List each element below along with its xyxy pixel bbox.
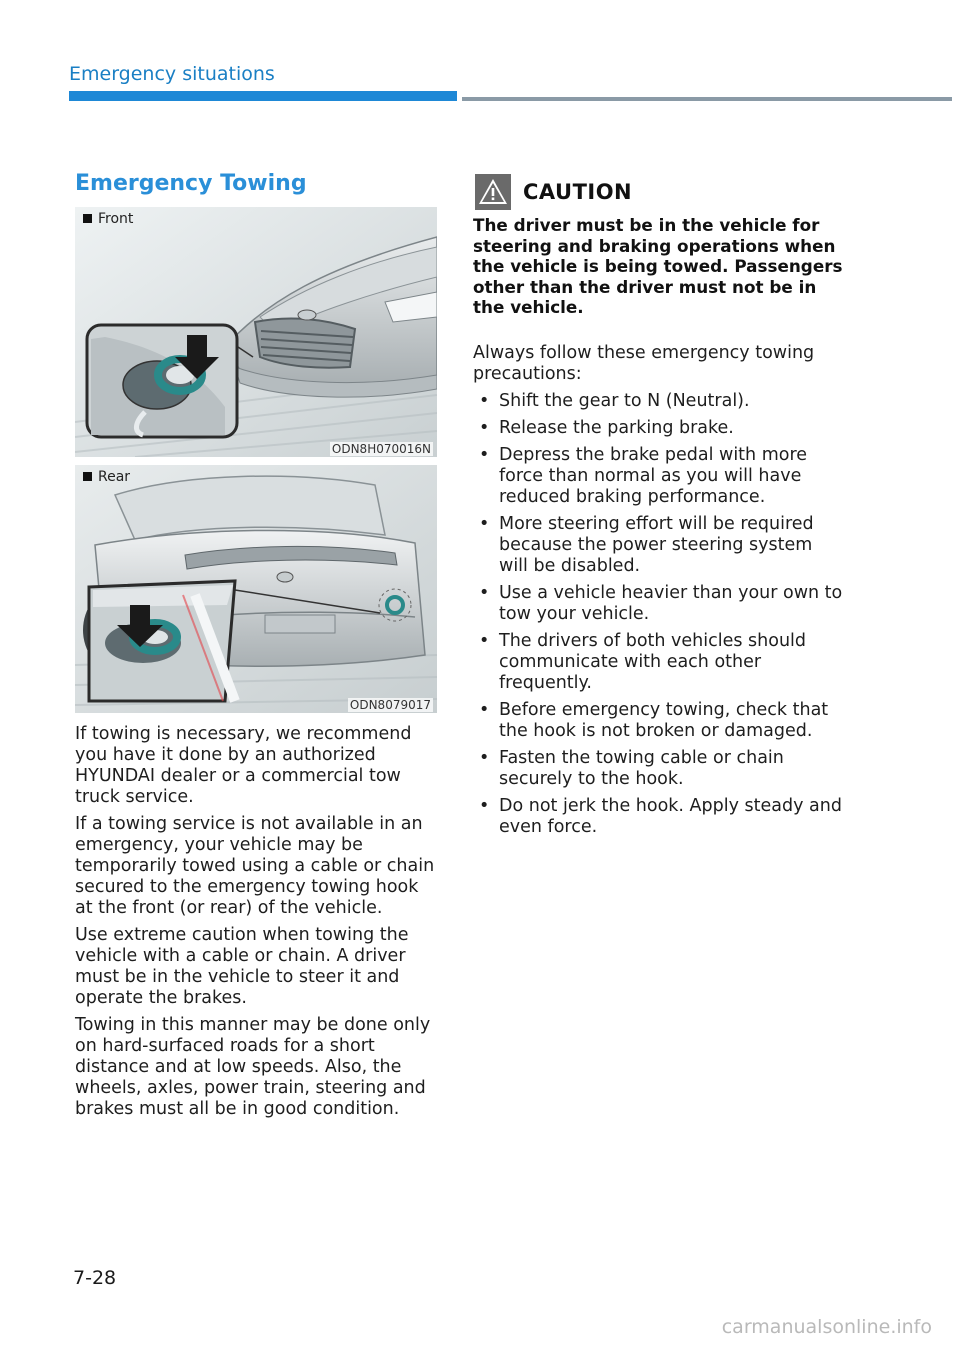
paragraph: If a towing service is not available in an emergency, your vehicle may be temporarily towed using a cable or chain secured to the emergency towing hook at the front (or rear) of the vehicle.	[75, 814, 435, 918]
front-car-illustration	[75, 207, 437, 457]
list-item: • Depress the brake pedal with more force than normal as you will have reduced braking performance.	[473, 445, 845, 508]
page-number: 7-28	[73, 1267, 117, 1289]
rear-towing-hook-figure	[75, 465, 437, 713]
list-item: • More steering effort will be required because the power steering system will be disabled.	[473, 514, 845, 577]
list-item: • Release the parking brake.	[473, 418, 845, 439]
list-item: • Shift the gear to N (Neutral).	[473, 391, 845, 412]
rear-figure-label	[83, 469, 130, 485]
list-item: • The drivers of both vehicles should communicate with each other frequently.	[473, 631, 845, 694]
running-header: Emergency situations	[69, 63, 275, 85]
rear-car-illustration	[75, 465, 437, 713]
header-rule-gray	[462, 97, 952, 101]
list-item: • Do not jerk the hook. Apply steady and even force.	[473, 796, 845, 838]
left-body-text	[75, 724, 440, 1126]
front-figure-label	[83, 211, 133, 227]
precautions-intro: Always follow these emergency towing precautions:	[473, 343, 815, 384]
watermark: carmanualsonline.info	[721, 1316, 932, 1338]
paragraph: Use extreme caution when towing the vehicle with a cable or chain. A driver must be in the vehicle to steer it and operate the brakes.	[75, 925, 409, 1008]
front-towing-hook-figure	[75, 207, 437, 457]
section-title: Emergency Towing	[75, 171, 307, 196]
paragraph: If towing is necessary, we recommend you have it done by an authorized HYUNDAI dealer or a commercial tow truck service.	[75, 724, 412, 807]
list-item: • Fasten the towing cable or chain securely to the hook.	[473, 748, 845, 790]
rear-label-text: Rear	[98, 469, 131, 485]
label-bullet-icon	[83, 214, 92, 223]
precautions-list	[473, 391, 845, 838]
front-figure-code: ODN8H070016N	[331, 442, 431, 456]
header-rule-accent	[69, 91, 457, 101]
warning-triangle-icon	[475, 174, 511, 210]
rear-figure-code: ODN8079017	[349, 698, 431, 712]
precautions-section	[473, 343, 845, 844]
front-label-text: Front	[98, 211, 134, 227]
list-item: • Before emergency towing, check that the hook is not broken or damaged.	[473, 700, 845, 742]
paragraph: Towing in this manner may be done only on hard-surfaced roads for a short distance and at low speeds. Also, the wheels, axles, power train, steering and brakes must all be in good condition.	[75, 1015, 431, 1119]
label-bullet-icon	[83, 472, 92, 481]
caution-title: CAUTION	[523, 180, 633, 204]
list-item: • Use a vehicle heavier than your own to tow your vehicle.	[473, 583, 845, 625]
caution-text: The driver must be in the vehicle for steering and braking operations when the vehicle is being towed. Passengers other than the driver must not be in the vehicle.	[473, 215, 843, 317]
